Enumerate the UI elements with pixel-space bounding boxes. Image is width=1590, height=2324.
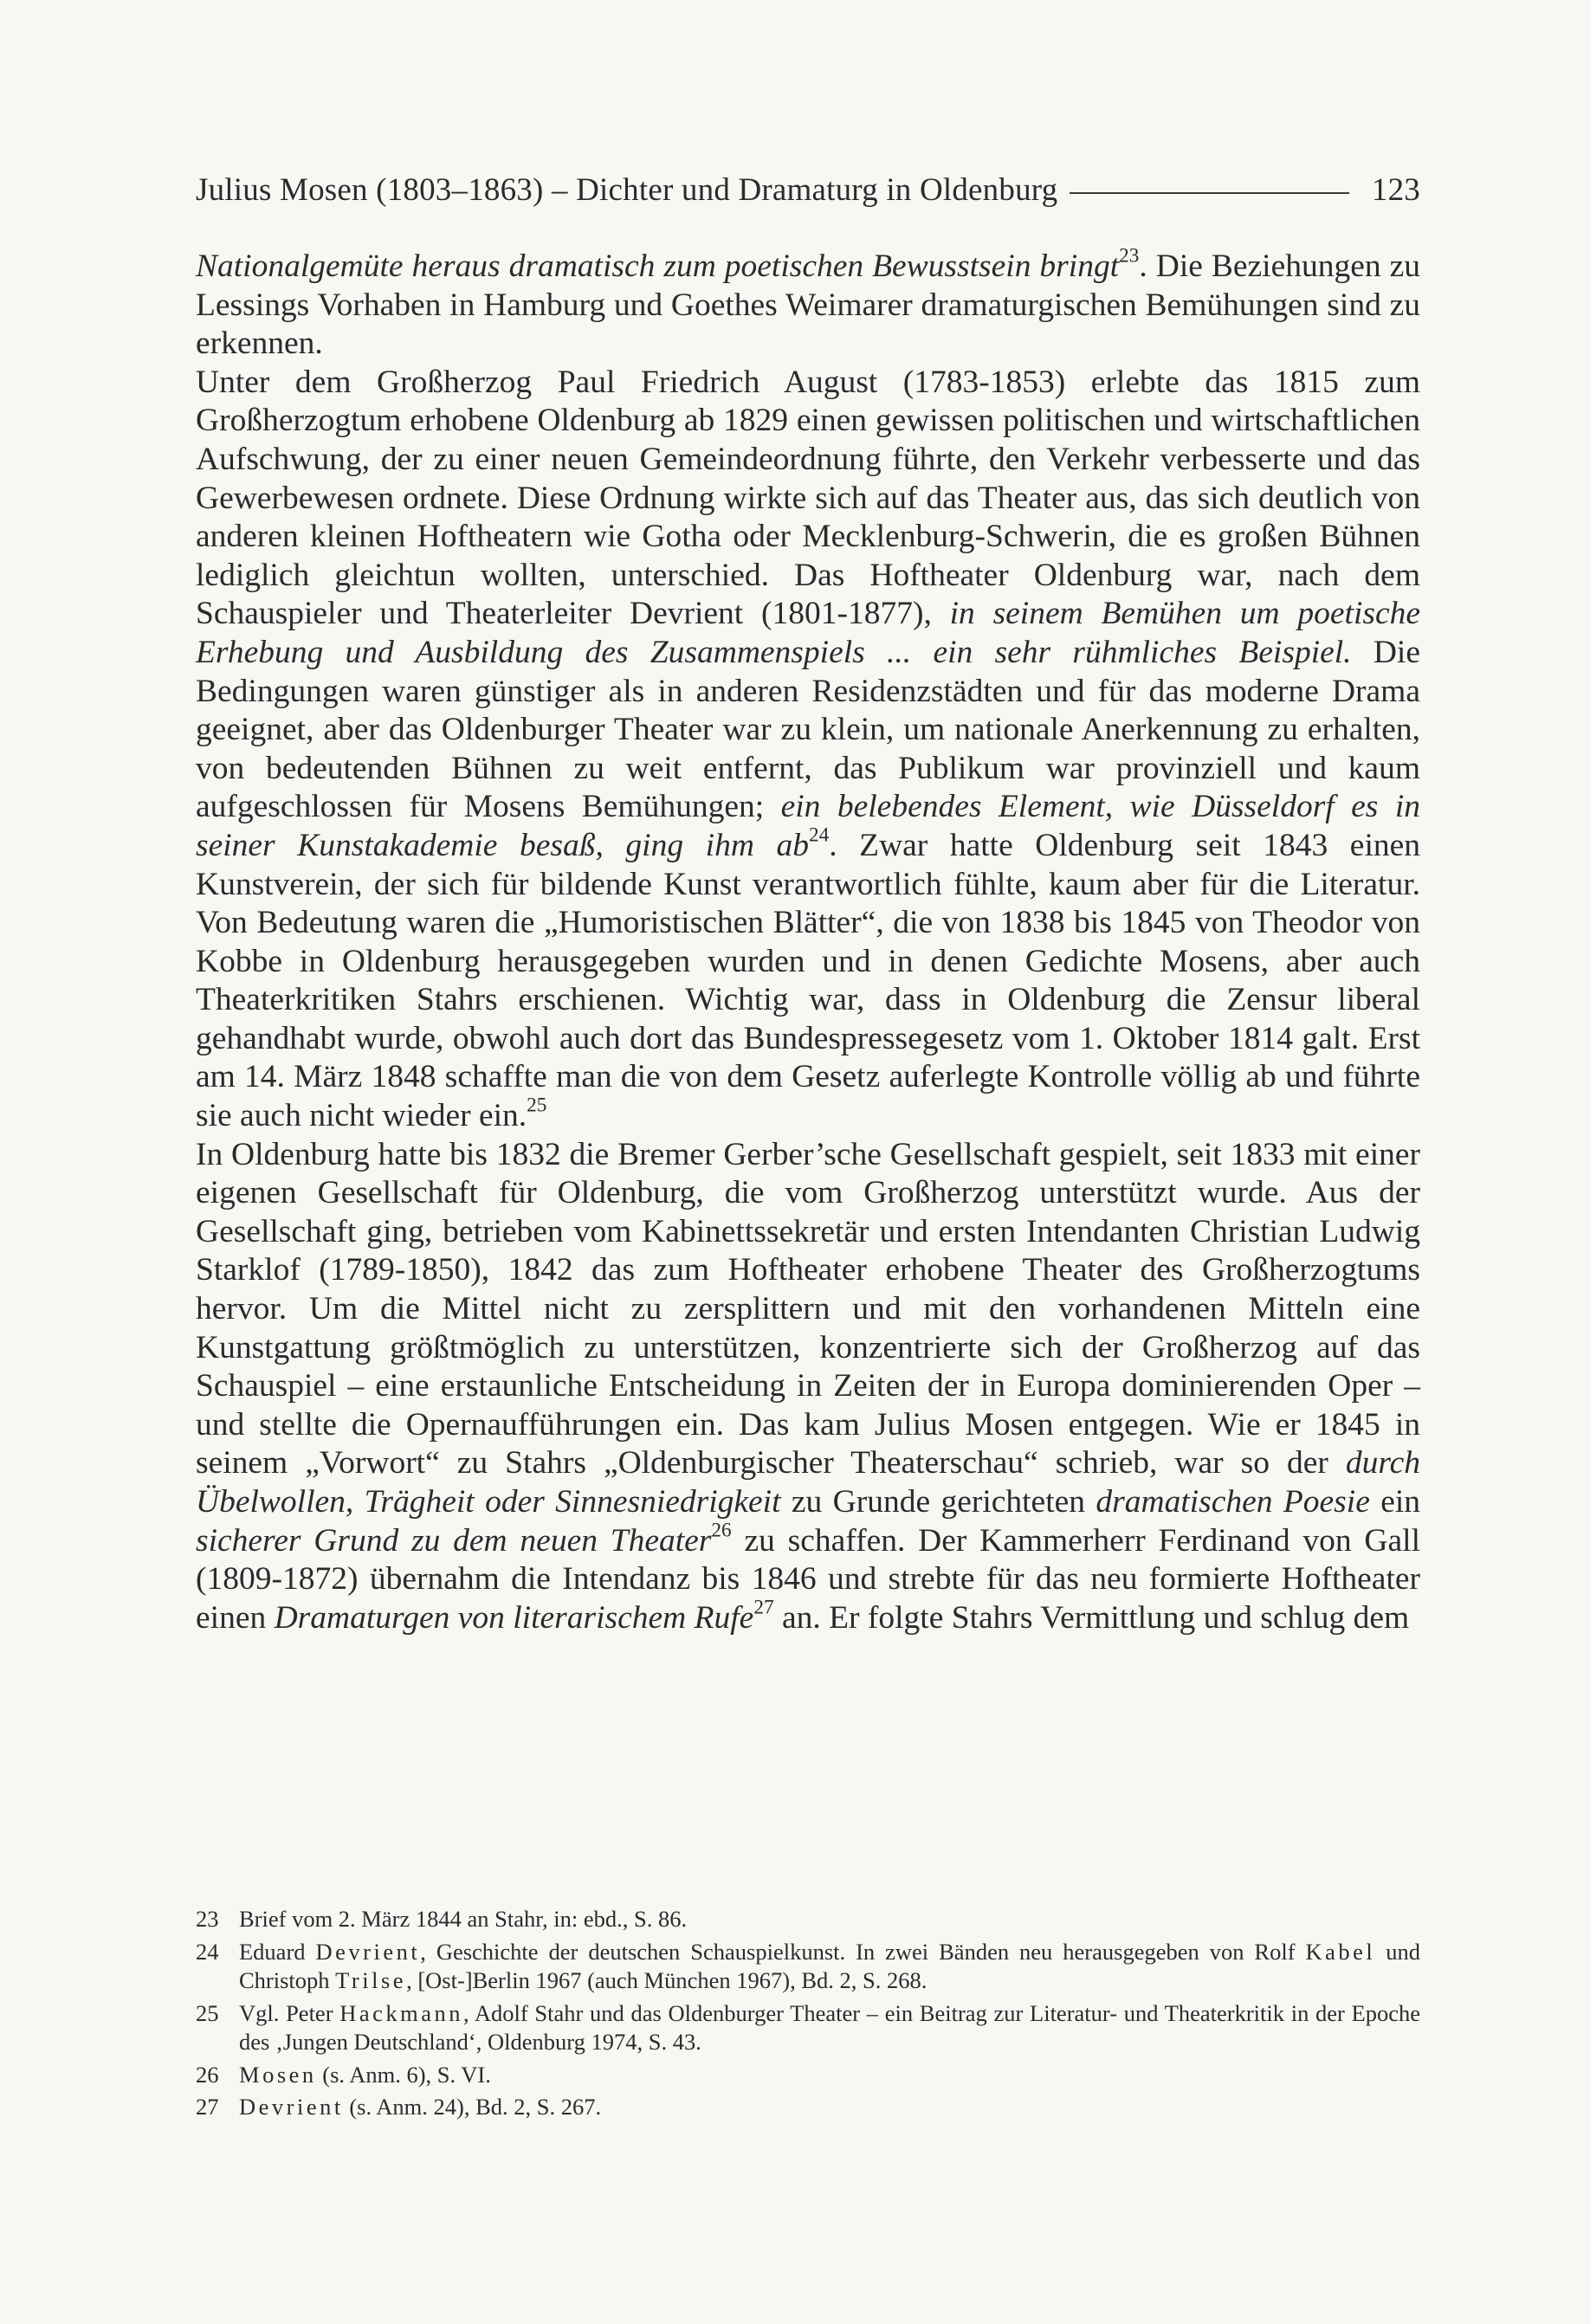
footnote-text <box>239 1999 1420 2057</box>
footnote-26 <box>196 2061 1420 2090</box>
footnote-number: 25 <box>196 1999 219 2026</box>
footnote-number: 27 <box>196 2094 219 2120</box>
running-title: Julius Mosen (1803–1863) – Dichter und Dramaturg in Oldenburg <box>196 172 1058 208</box>
author-name: Trilse <box>335 1967 407 1993</box>
footnote-text <box>239 1905 1420 1934</box>
author-name: Devrient <box>315 1938 421 1965</box>
footnote-text-part: (s. Anm. 24), Bd. 2, S. 267. <box>349 2094 602 2120</box>
footnote-23 <box>196 1905 1420 1934</box>
footnote-text-part: , Adolf Stahr und das Oldenburger Theater – ein Beitrag zur Literatur- und Theaterkritik in der Epoche des ‚Jungen Deutschland‘, Oldenburg 1974, S. 43. <box>239 1999 1421 2055</box>
footnote-25 <box>196 1999 1420 2057</box>
footnote-ref: 26 <box>711 1518 732 1541</box>
paragraph-text: zu Grunde gerichteten <box>791 1484 1086 1520</box>
footnote-ref: 25 <box>527 1094 547 1117</box>
quote-italic: Dramaturgen von literarischem Rufe <box>274 1599 754 1636</box>
author-name: Hackmann <box>339 1999 464 2026</box>
paragraph-text: . Zwar hatte Oldenburg seit 1843 einen Kunstverein, der sich für bildende Kunst verantwortlich fühlte, kaum aber für die Literatur. Von Bedeutung waren die „Humoristischen Blätter“, die von 1838 bis 1845 von Theodor von Kobbe in Oldenburg herausgegeben wurden und in denen Gedichte Mosens, aber auch Theaterkritiken Stahrs erschienen. Wichtig war, dass in Oldenburg die Zensur liberal gehandhabt wurde, obwohl auch dort das Bundespressegesetz vom 1. Oktober 1814 galt. Erst am 14. März 1848 schaffte man die von dem Gesetz auferlegte Kontrolle völlig ab und führte sie auch nicht wieder ein. <box>196 827 1421 1134</box>
footnote-text <box>239 1938 1420 1996</box>
footnote-number: 23 <box>196 1906 219 1932</box>
footnote-text-part: Eduard <box>239 1938 306 1965</box>
paragraph-text: Die Bedingungen waren günstiger als in anderen Residenzstädten und für das moderne Drama geeignet, aber das Oldenburger Theater war zu klein, um nationale Anerkennung zu erhalten, von bedeutenden Bühnen zu weit entfernt, das Publikum war provinziell und kaum aufgeschlossen für Mosens Bemühungen; <box>196 634 1420 825</box>
footnote-ref: 27 <box>753 1596 774 1619</box>
footnotes <box>196 1905 1420 2126</box>
footnote-text-part: , Geschichte der deutschen Schauspielkunst. In zwei Bänden neu herausgegeben von Rolf <box>420 1938 1296 1965</box>
footnote-text-part: (s. Anm. 6), S. VI. <box>322 2061 491 2088</box>
footnote-text-part: und Christoph <box>239 1938 1421 1993</box>
paragraph-text: In Oldenburg hatte bis 1832 die Bremer Gerber’sche Gesellschaft gespielt, seit 1833 mit einer eigenen Gesellschaft für Oldenburg, die vom Großherzog unterstützt wurde. Aus der Gesellschaft ging, betrieben vom Kabinettssekretär und ersten Intendanten Christian Ludwig Starklof (1789-1850), 1842 das zum Hoftheater erhobene Theater des Großherzogtums hervor. Um die Mittel nicht zu zersplittern und mit den vorhandenen Mitteln eine Kunstgattung größtmöglich zu unterstützen, konzentrierte sich der Großherzog auf das Schauspiel – eine erstaunliche Entscheidung in Zeiten der in Europa dominierenden Oper – und stellte die Opernaufführungen ein. Das kam Julius Mosen entgegen. Wie er 1845 in seinem „Vorwort“ zu Stahrs „Oldenburgischer Theaterschau“ schrieb, war so der <box>196 1136 1420 1482</box>
quote-italic: ein belebendes Element, wie Düsseldorf es in seiner Kunstakademie besaß, ging ihm ab <box>196 789 1421 863</box>
paragraph-text: zu schaffen. Der Kammerherr Ferdinand von Gall (1809-1872) übernahm die Intendanz bis 1846 und strebte für das neu formierte Hoftheater einen <box>196 1522 1420 1636</box>
footnote-ref: 24 <box>808 823 830 847</box>
quote-italic: dramatischen Poesie <box>1096 1484 1370 1520</box>
footnote-text-part: Vgl. Peter <box>239 1999 333 2026</box>
footnote-text <box>239 2061 1420 2090</box>
footnote-number: 26 <box>196 2061 219 2088</box>
author-name: Devrient <box>239 2094 344 2120</box>
paragraph-1 <box>196 244 1421 364</box>
quote-italic: durch Übelwollen, Trägheit oder Sinnesniedrigkeit <box>196 1445 1421 1520</box>
header-rule <box>1070 192 1349 194</box>
paragraph-text: . Die Beziehungen zu Lessings Vorhaben in Hamburg und Goethes Weimarer dramaturgischen Bemühungen sind zu erkennen. <box>196 249 1421 362</box>
paragraph-text: Unter dem Großherzog Paul Friedrich August (1783-1853) erlebte das 1815 zum Großherzogtum erhobene Oldenburg ab 1829 einen gewissen politischen und wirtschaftlichen Aufschwung, der zu einer neuen Gemeindeordnung führte, den Verkehr verbesserte und das Gewerbewesen ordnete. Diese Ordnung wirkte sich auf das Theater aus, das sich deutlich von anderen kleinen Hoftheatern wie Gotha oder Mecklenburg-Schwerin, die es großen Bühnen lediglich gleichtun wollten, unterschied. Das Hoftheater Oldenburg war, nach dem Schauspieler und Theaterleiter Devrient (1801-1877), <box>196 364 1420 632</box>
page-number: 123 <box>1371 172 1420 208</box>
footnote-text-part: Brief vom 2. März 1844 an Stahr, in: ebd., S. 86. <box>239 1906 688 1932</box>
footnote-text-part: , [Ost-]Berlin 1967 (auch München 1967), Bd. 2, S. 268. <box>406 1967 928 1993</box>
paragraph-2 <box>196 364 1420 1136</box>
footnote-number: 24 <box>196 1938 219 1965</box>
quote-italic: sicherer Grund zu dem neuen Theater <box>196 1522 712 1559</box>
paragraph-text: an. Er folgte Stahrs Vermittlung und schlug dem <box>781 1599 1410 1636</box>
running-head <box>196 171 1420 209</box>
footnote-27 <box>196 2093 1420 2122</box>
footnote-24 <box>196 1938 1420 1996</box>
footnote-ref: 23 <box>1119 244 1140 268</box>
main-text <box>196 244 1421 1637</box>
author-name: Kabel <box>1305 1938 1376 1965</box>
quote-italic: in seinem Bemühen um poetische Erhebung und Ausbildung des Zusammenspiels ... ein sehr rühmliches Beispiel. <box>196 596 1420 670</box>
author-name: Mosen <box>239 2061 317 2088</box>
paragraph-3 <box>196 1136 1420 1638</box>
footnote-text <box>239 2093 1420 2122</box>
quote-italic: Nationalgemüte heraus dramatisch zum poetischen Bewusstsein bringt <box>196 249 1120 284</box>
paragraph-text: ein <box>1380 1484 1421 1520</box>
